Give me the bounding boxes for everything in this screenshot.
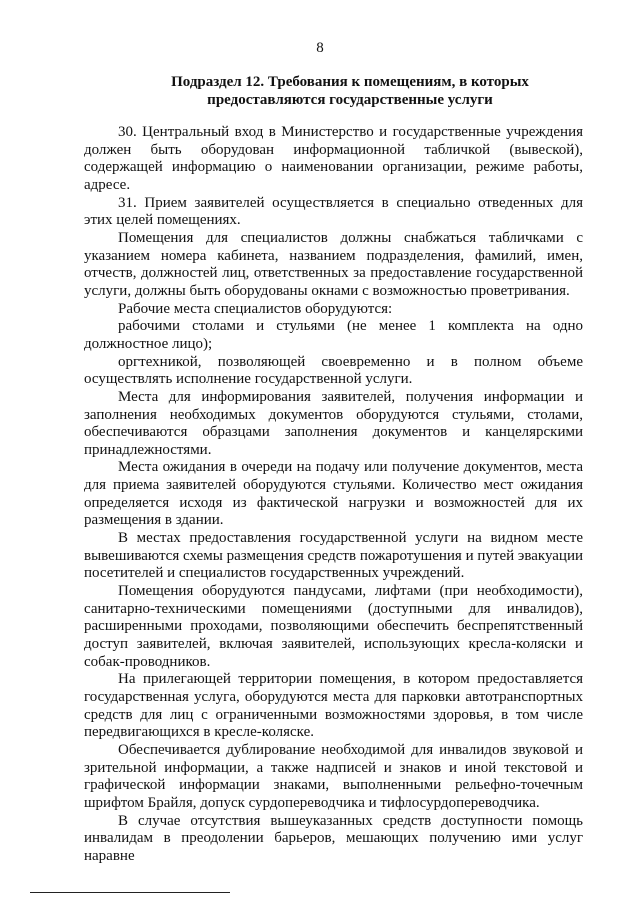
- paragraph-31-reception: 31. Прием заявителей осуществляется в специально отведенных для этих целей помещениях.: [84, 194, 583, 229]
- body-text: [84, 124, 583, 866]
- paragraph-assistance-continued: В случае отсутствия вышеуказанных средств доступности помощь инвалидам в преодолении барьеров, мешающих получению ими услуг наравне: [84, 812, 583, 864]
- paragraph-evacuation-schemes: В местах предоставления государственной услуги на видном месте вывешиваются схемы размещения средств пожаротушения и путей эвакуации посетителей и специалистов государственных учреждений.: [84, 530, 583, 582]
- paragraph-parking: На прилегающей территории помещения, в котором предоставляется государственная услуга, оборудуются места для парковки автотранспортных средств для лиц с ограниченными возможностями здоровья, в том числе передвигающихся в кресле-коляске.: [84, 671, 583, 741]
- page-number: 8: [316, 40, 324, 56]
- footnote-separator-line: [30, 892, 230, 893]
- paragraph-waiting-places: Места ожидания в очереди на подачу или получение документов, места для приема заявителей оборудуются стульями. Количество мест ожидания определяется исходя из фактической нагрузки и возможностей для их размещения в здании.: [84, 459, 583, 529]
- paragraph-specialist-rooms: Помещения для специалистов должны снабжаться табличками с указанием номера кабинета, названием подразделения, фамилий, имен, отчеств, должностей лиц, ответственных за предоставление государственной услуги, должны быть оборудованы окнами с возможностью проветривания.: [84, 229, 583, 299]
- paragraph-30-entrance: 30. Центральный вход в Министерство и государственные учреждения должен быть оборудован информационной табличкой (вывеской), содержащей информацию о наименовании организации, режиме работы, адресе.: [84, 124, 583, 193]
- paragraph-workplaces-intro: Рабочие места специалистов оборудуются:: [118, 300, 393, 317]
- paragraph-information-places: Места для информирования заявителей, получения информации и заполнения необходимых документов оборудуются стульями, столами, обеспечиваются образцами заполнения документов и канцелярскими принадлежностями.: [84, 388, 583, 458]
- heading-line-1: Подраздел 12. Требования к помещениям, в которых: [171, 74, 529, 90]
- paragraph-desks-chairs: рабочими столами и стульями (не менее 1 комплекта на одно должностное лицо);: [84, 318, 583, 352]
- paragraph-accessibility-equipment: Помещения оборудуются пандусами, лифтами (при необходимости), санитарно-техническими помещениями (доступными для инвалидов), расширенными проходами, позволяющими обеспечить беспрепятственный доступ заявителей, включая заявителей, использующих кресла-коляски и собак-проводников.: [84, 583, 583, 670]
- paragraph-office-equipment: оргтехникой, позволяющей своевременно и в полном объеме осуществлять исполнение государственной услуги.: [84, 353, 583, 388]
- paragraph-braille-duplication: Обеспечивается дублирование необходимой для инвалидов звуковой и зрительной информации, а также надписей и знаков и иной текстовой и графической информации знаками, выполненными рельефно-точечным шрифтом Брайля, допуск сурдопереводчика и тифлосурдопереводчика.: [84, 741, 583, 811]
- subsection-heading: [110, 73, 590, 109]
- heading-line-2: предоставляются государственные услуги: [207, 92, 493, 108]
